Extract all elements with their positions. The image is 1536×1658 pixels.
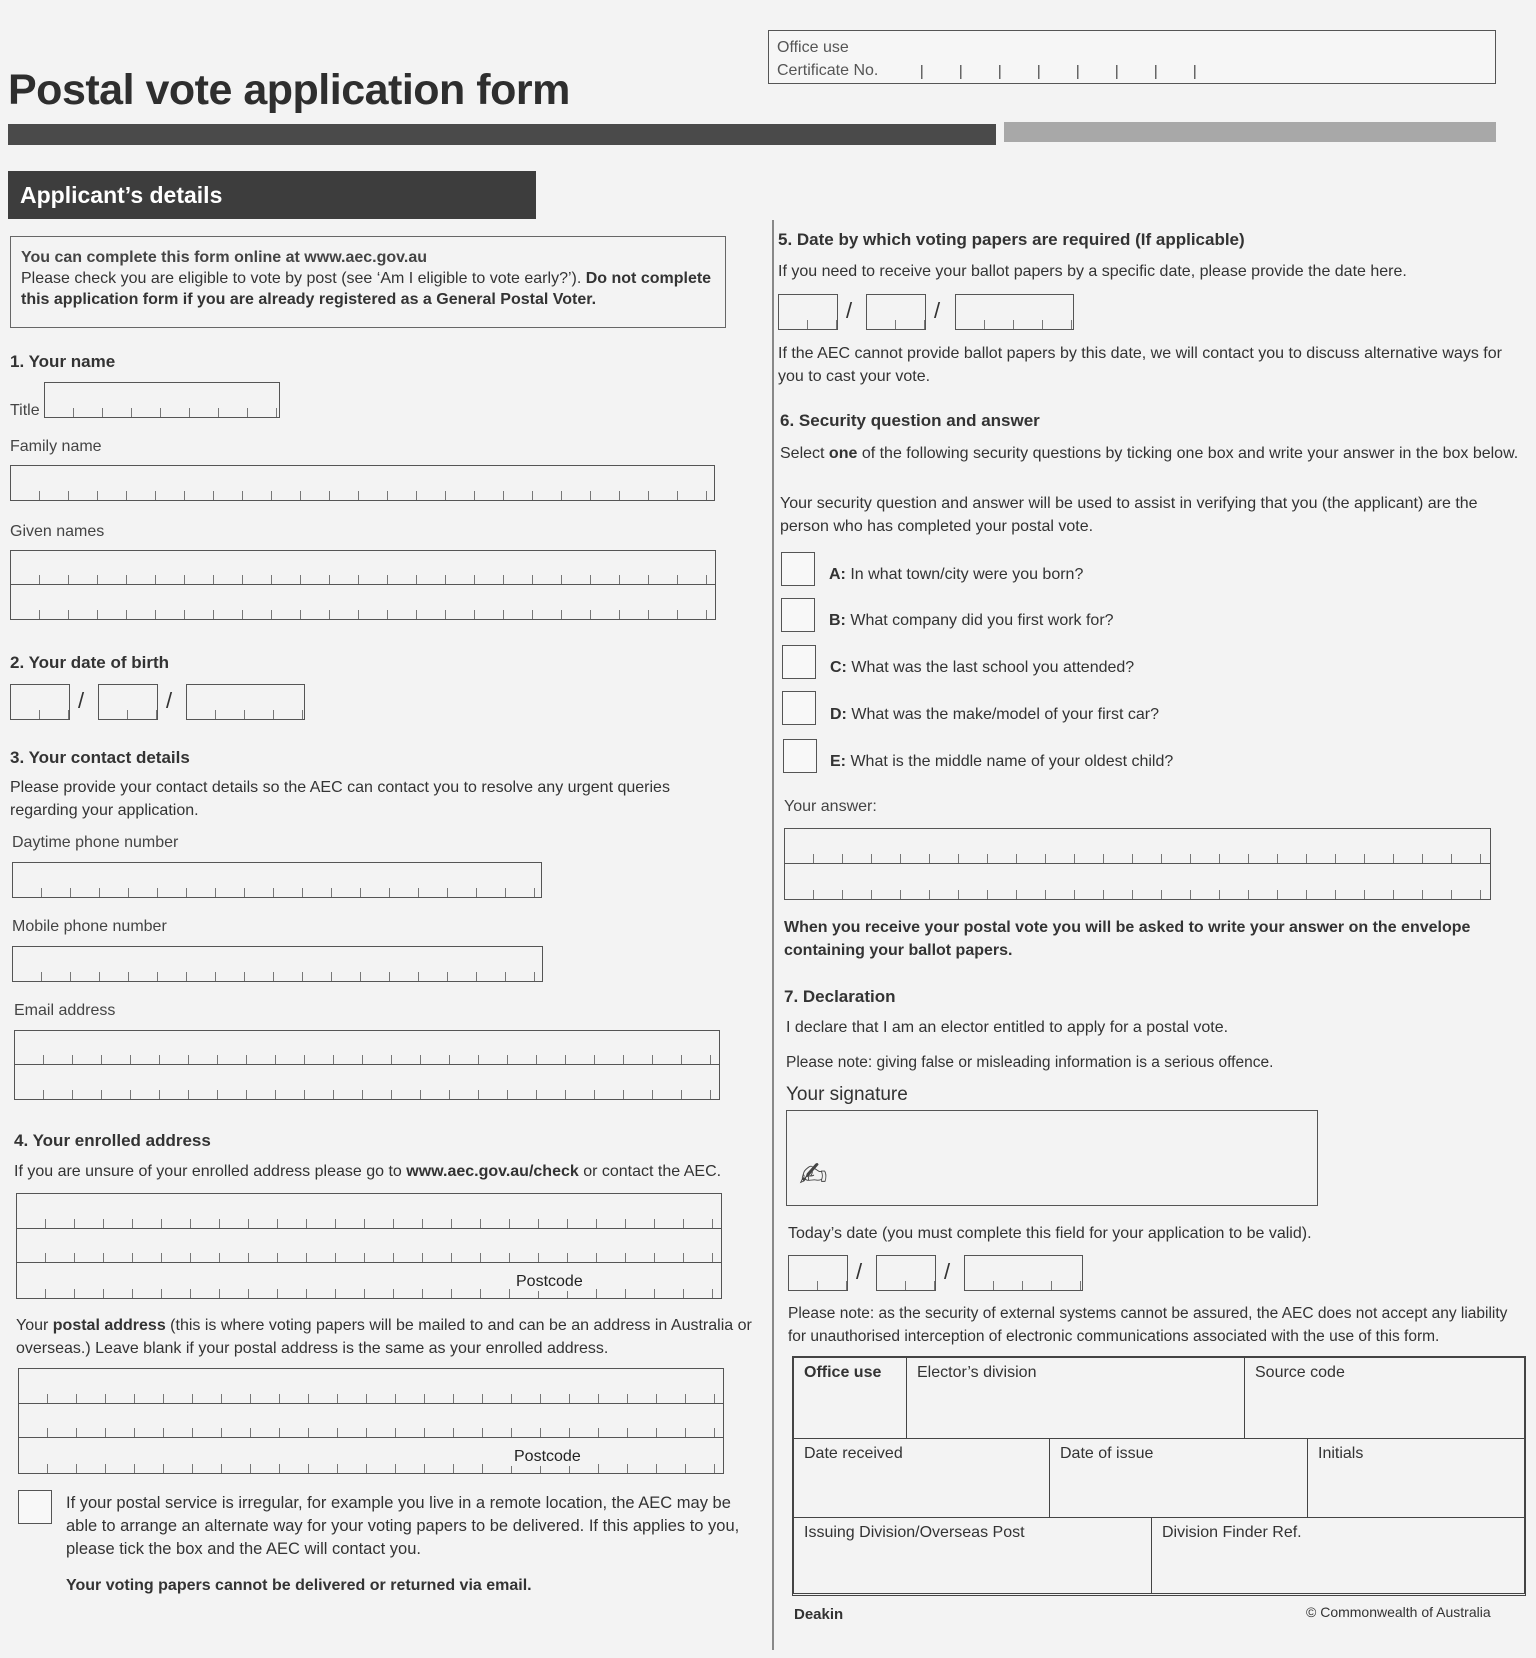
- todays-day-field[interactable]: [788, 1255, 848, 1291]
- todays-month-field[interactable]: [876, 1255, 936, 1291]
- q1-heading: 1. Your name: [10, 352, 116, 371]
- intro-line2: [21, 268, 715, 310]
- title-label: Title: [10, 402, 40, 419]
- issuing-division-cell[interactable]: Issuing Division/Overseas Post: [793, 1517, 1152, 1594]
- postal-prefix: Your: [16, 1317, 53, 1334]
- q6-text1-bold: one: [828, 445, 858, 462]
- q4-text-suffix: or contact the AEC.: [578, 1163, 722, 1180]
- postal-address-field[interactable]: [18, 1368, 724, 1474]
- office-use-certificate-box: [768, 30, 1496, 84]
- postal-description: (this is where voting papers will be mailed to and can be an address in Australia or overseas.) Leave blank if your postal address is the same as your enrolled address.: [16, 1317, 752, 1357]
- office-use-table: [792, 1356, 1526, 1596]
- daytime-phone-field[interactable]: [12, 862, 542, 898]
- security-option-c-checkbox[interactable]: [782, 645, 816, 679]
- declaration-note: Please note: giving false or misleading information is a serious offence.: [786, 1054, 1274, 1071]
- q2-heading: 2. Your date of birth: [10, 653, 169, 672]
- declaration-text: I declare that I am an elector entitled to apply for a postal vote.: [786, 1019, 1229, 1036]
- security-option-d: D: What was the make/model of your first car?: [830, 706, 1160, 723]
- given-names-row-2[interactable]: [11, 585, 715, 619]
- q6-text1-prefix: Select: [780, 445, 829, 462]
- dob-month-field[interactable]: [98, 684, 158, 720]
- q6-heading: 6. Security question and answer: [780, 411, 1040, 430]
- daytime-phone-label: Daytime phone number: [12, 834, 179, 851]
- postal-bold: postal address: [52, 1317, 166, 1334]
- intro-box: [10, 236, 726, 328]
- title-field[interactable]: [44, 382, 280, 418]
- security-note: Please note: as the security of external systems cannot be assured, the AEC does not accept any liability for unauthorised interception of electronic communications associated with the use of this form.: [788, 1305, 1508, 1345]
- todays-slash-2: /: [944, 1259, 951, 1284]
- signature-label: Your signature: [786, 1084, 908, 1105]
- email-field[interactable]: [14, 1030, 720, 1100]
- required-slash-2: /: [934, 298, 941, 323]
- enrolled-address-row-2[interactable]: [17, 1229, 721, 1264]
- todays-year-field[interactable]: [964, 1255, 1083, 1291]
- security-answer-row-1[interactable]: [785, 829, 1490, 864]
- date-of-issue-cell[interactable]: Date of issue: [1049, 1438, 1308, 1518]
- q5-note: If the AEC cannot provide ballot papers by this date, we will contact you to discuss alternative ways for you to cast your vote.: [778, 345, 1502, 385]
- intro-line2-bold: Do not complete this application form if you are already registered as a General Postal Voter.: [21, 270, 712, 308]
- enrolled-address-row-1[interactable]: [17, 1194, 721, 1229]
- dob-year-field[interactable]: [186, 684, 305, 720]
- given-names-label: Given names: [10, 523, 105, 540]
- dob-slash-2: /: [166, 688, 173, 713]
- enrolled-address-row-3[interactable]: [17, 1263, 721, 1298]
- division-finder-cell[interactable]: Division Finder Ref.: [1151, 1517, 1525, 1594]
- initials-cell[interactable]: Initials: [1307, 1438, 1525, 1518]
- electors-division-cell[interactable]: Elector’s division: [906, 1357, 1245, 1439]
- postal-postcode-label: Postcode: [511, 1448, 584, 1466]
- intro-line2-text: Please check you are eligible to vote by post (see ‘Am I eligible to vote early?’).: [21, 270, 586, 287]
- source-code-cell[interactable]: Source code: [1244, 1357, 1525, 1439]
- q4-text-prefix: If you are unsure of your enrolled address please go to: [14, 1163, 407, 1180]
- certificate-label: Certificate No.: [777, 62, 879, 79]
- your-answer-label: Your answer:: [784, 798, 877, 815]
- office-use-cell: Office use: [793, 1357, 907, 1439]
- email-row-2[interactable]: [15, 1065, 719, 1099]
- required-month-field[interactable]: [866, 294, 926, 330]
- enrolled-address-field[interactable]: [16, 1193, 722, 1299]
- q3-text: Please provide your contact details so the AEC can contact you to resolve any urgent queries regarding your application.: [10, 779, 670, 819]
- mobile-phone-field[interactable]: [12, 946, 543, 982]
- dob-day-field[interactable]: [10, 684, 70, 720]
- postal-address-text: [16, 1314, 756, 1360]
- office-use-label: Office use: [777, 39, 849, 56]
- required-year-field[interactable]: [955, 294, 1074, 330]
- q4-heading: 4. Your enrolled address: [14, 1131, 211, 1150]
- postal-address-row-2[interactable]: [19, 1404, 723, 1439]
- signature-pen-icon: ✍: [799, 1156, 828, 1194]
- required-day-field[interactable]: [778, 294, 838, 330]
- section-banner: Applicant’s details: [8, 171, 536, 219]
- security-option-c: C: What was the last school you attended?: [830, 659, 1135, 676]
- q6-text1-suffix: of the following security questions by ticking one box and write your answer in the box below.: [857, 445, 1519, 462]
- security-option-b-checkbox[interactable]: [781, 598, 815, 632]
- q3-heading: 3. Your contact details: [10, 748, 190, 767]
- email-label: Email address: [14, 1002, 116, 1019]
- envelope-note: When you receive your postal vote you will be asked to write your answer on the envelope containing your ballot papers.: [784, 919, 1471, 959]
- signature-box[interactable]: [786, 1110, 1318, 1206]
- header-bar-dark: [8, 124, 996, 145]
- postal-address-row-3[interactable]: [19, 1438, 723, 1473]
- email-note: Your voting papers cannot be delivered or returned via email.: [66, 1577, 532, 1594]
- irregular-postal-checkbox[interactable]: [18, 1490, 52, 1524]
- page-title: Postal vote application form: [8, 66, 570, 114]
- email-row-1[interactable]: [15, 1031, 719, 1065]
- column-divider: [772, 220, 774, 1650]
- security-option-a-checkbox[interactable]: [781, 552, 815, 586]
- given-names-row-1[interactable]: [11, 551, 715, 585]
- footer-copyright: © Commonwealth of Australia: [1306, 1604, 1491, 1620]
- security-option-a: A: In what town/city were you born?: [829, 566, 1084, 583]
- security-answer-row-2[interactable]: [785, 864, 1490, 899]
- q5-text: If you need to receive your ballot papers by a specific date, please provide the date here.: [778, 263, 1407, 280]
- enrolled-postcode-label: Postcode: [513, 1273, 586, 1291]
- q7-heading: 7. Declaration: [784, 987, 896, 1006]
- security-option-e: E: What is the middle name of your oldest child?: [830, 753, 1174, 770]
- postal-address-row-1[interactable]: [19, 1369, 723, 1404]
- security-option-d-checkbox[interactable]: [782, 691, 816, 725]
- given-names-field[interactable]: [10, 550, 716, 620]
- security-option-e-checkbox[interactable]: [783, 739, 817, 773]
- q6-text2: Your security question and answer will be used to assist in verifying that you (the applicant) are the person who has completed your postal vote.: [780, 495, 1478, 535]
- todays-date-label: Today’s date (you must complete this field for your application to be valid).: [788, 1225, 1312, 1242]
- required-slash-1: /: [846, 298, 853, 323]
- header-bar-light: [1004, 122, 1496, 142]
- footer-division: Deakin: [794, 1606, 844, 1623]
- dob-slash-1: /: [78, 688, 85, 713]
- q4-text: [14, 1160, 734, 1183]
- security-option-b: B: What company did you first work for?: [829, 612, 1114, 629]
- irregular-postal-text: If your postal service is irregular, for example you live in a remote location, the AEC may be able to arrange an alternate way for your voting papers to be delivered. If this applies to you, please tick the box and the AEC will contact you.: [66, 1494, 740, 1558]
- mobile-phone-label: Mobile phone number: [12, 918, 167, 935]
- q6-text1: [780, 442, 1520, 465]
- intro-line1: You can complete this form online at www.aec.gov.au: [21, 249, 427, 266]
- q5-heading: 5. Date by which voting papers are required (If applicable): [778, 230, 1245, 249]
- aec-check-link[interactable]: www.aec.gov.au/check: [406, 1163, 579, 1180]
- family-name-field[interactable]: [10, 465, 715, 501]
- security-answer-field[interactable]: [784, 828, 1491, 900]
- date-received-cell[interactable]: Date received: [793, 1438, 1050, 1518]
- family-name-label: Family name: [10, 438, 102, 455]
- todays-slash-1: /: [856, 1259, 863, 1284]
- certificate-number-field[interactable]: [921, 65, 1221, 79]
